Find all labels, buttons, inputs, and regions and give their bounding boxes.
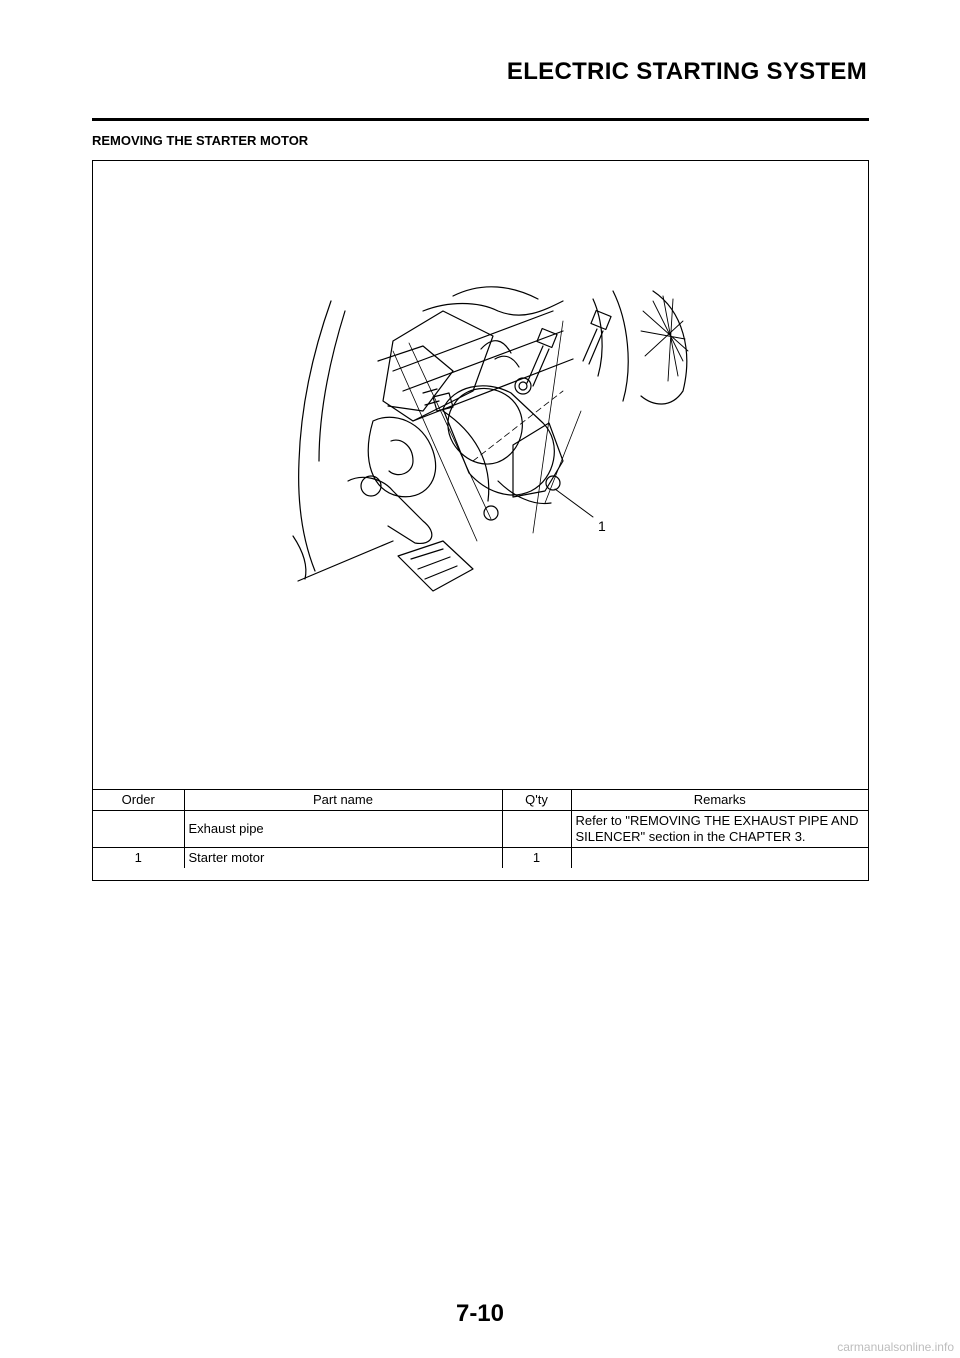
page-number: 7-10 [455,1300,505,1327]
watermark: carmanualsonline.info [837,1340,954,1354]
parts-table [93,789,868,868]
table-row [93,811,868,848]
header-order: Order [93,790,184,811]
table-header-row [93,790,868,811]
header-qty: Q'ty [502,790,571,811]
cell-remarks: Refer to "REMOVING THE EXHAUST PIPE AND SILENCER" section in the CHAPTER 3. [571,811,868,848]
table-row [93,848,868,869]
cell-part-name: Starter motor [184,848,502,869]
section-title: REMOVING THE STARTER MOTOR [92,133,309,148]
figure-callout: 1 [598,518,606,534]
cell-qty: 1 [502,848,571,869]
chapter-title: ELECTRIC STARTING SYSTEM [506,58,867,85]
cell-remarks [571,848,868,869]
cell-order: 1 [93,848,184,869]
header-rule [92,118,869,121]
header-remarks: Remarks [571,790,868,811]
cell-qty [502,811,571,848]
header-part-name: Part name [184,790,502,811]
procedure-frame [92,160,869,881]
cell-part-name: Exhaust pipe [184,811,502,848]
starter-motor-illustration [93,161,868,789]
cell-order [93,811,184,848]
